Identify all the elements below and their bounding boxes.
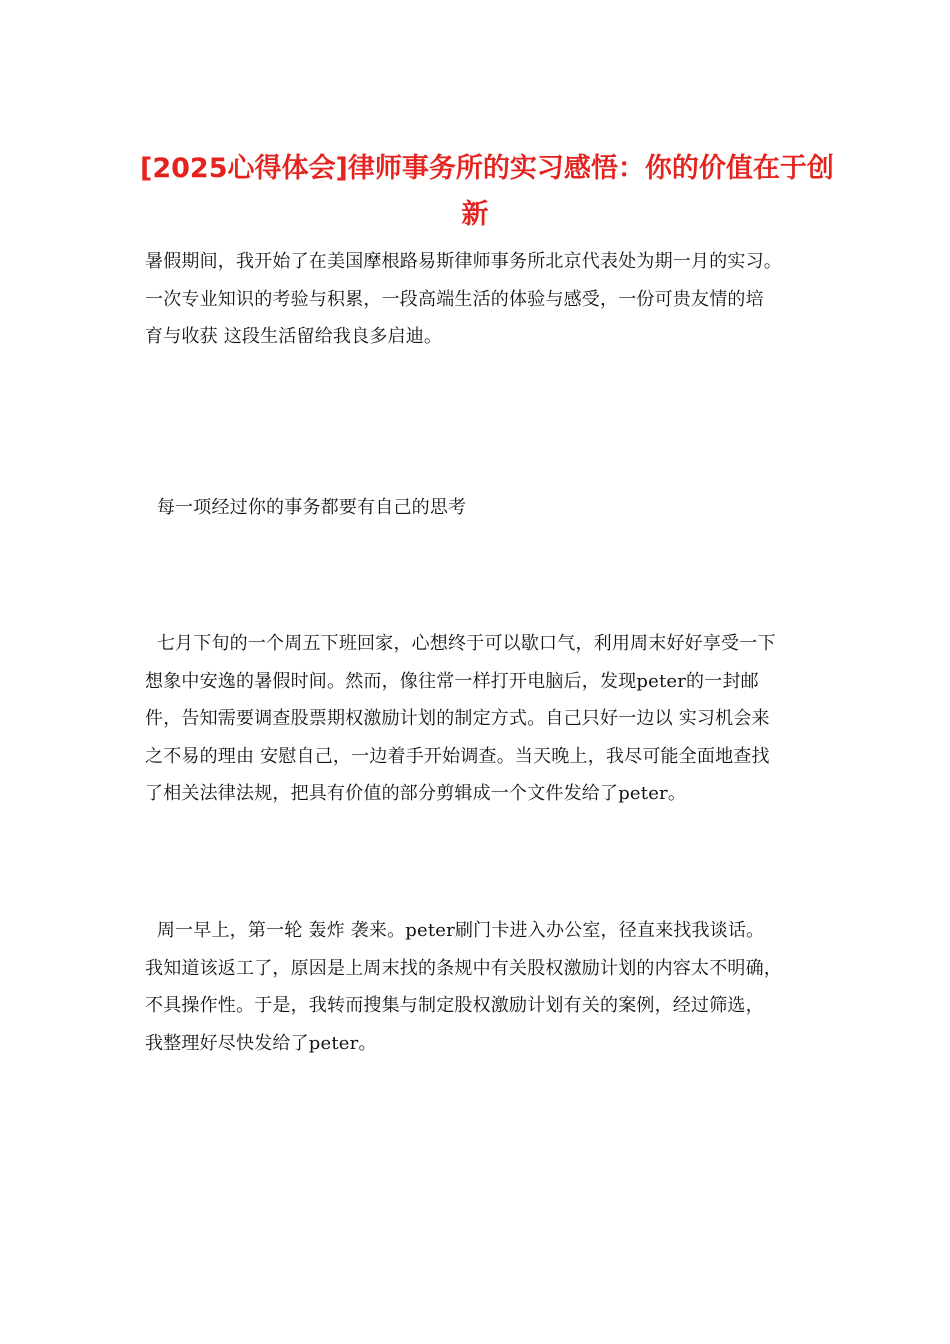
text-line: 我整理好尽快发给了peter。 bbox=[145, 1032, 377, 1054]
text-line: 每一项经过你的事务都要有自己的思考 bbox=[145, 497, 467, 518]
document-title bbox=[140, 146, 834, 238]
text-line: 不具操作性。于是，我转而搜集与制定股权激励计划有关的案例，经过筛选， bbox=[145, 995, 764, 1016]
paragraph-friday bbox=[145, 625, 815, 813]
paragraph-monday bbox=[145, 912, 815, 1062]
paragraph-intro bbox=[145, 243, 815, 356]
text-line: 暑假期间，我开始了在美国摩根路易斯律师事务所北京代表处为期一月的实习。 bbox=[145, 251, 782, 272]
text-line: 想象中安逸的暑假时间。然而，像往常一样打开电脑后，发现peter的一封邮 bbox=[145, 670, 759, 692]
text-line: 周一早上，第一轮 轰炸 袭来。peter刷门卡进入办公室，径直来找我谈话。 bbox=[145, 920, 765, 941]
title-line: [2025心得体会]律师事务所的实习感悟：你的价值在于创 bbox=[140, 153, 834, 184]
text-line: 我知道该返工了，原因是上周末找的条规中有关股权激励计划的内容太不明确， bbox=[145, 957, 782, 979]
text-line: 了相关法律法规，把具有价值的部分剪辑成一个文件发给了peter。 bbox=[145, 783, 687, 804]
text-line: 一次专业知识的考验与积累，一段高端生活的体验与感受，一份可贵友情的培 bbox=[145, 288, 764, 310]
title-line: 新 bbox=[461, 199, 489, 230]
text-line: 件，告知需要调查股票期权激励计划的制定方式。自己只好一边以 实习机会来 bbox=[145, 708, 770, 729]
text-line: 七月下旬的一个周五下班回家，心想终于可以歇口气，利用周末好好享受一下 bbox=[145, 633, 776, 654]
section-heading bbox=[145, 489, 815, 527]
text-line: 育与收获 这段生活留给我良多启迪。 bbox=[145, 326, 443, 347]
text-line: 之不易的理由 安慰自己，一边着手开始调查。当天晚上，我尽可能全面地查找 bbox=[145, 745, 770, 767]
